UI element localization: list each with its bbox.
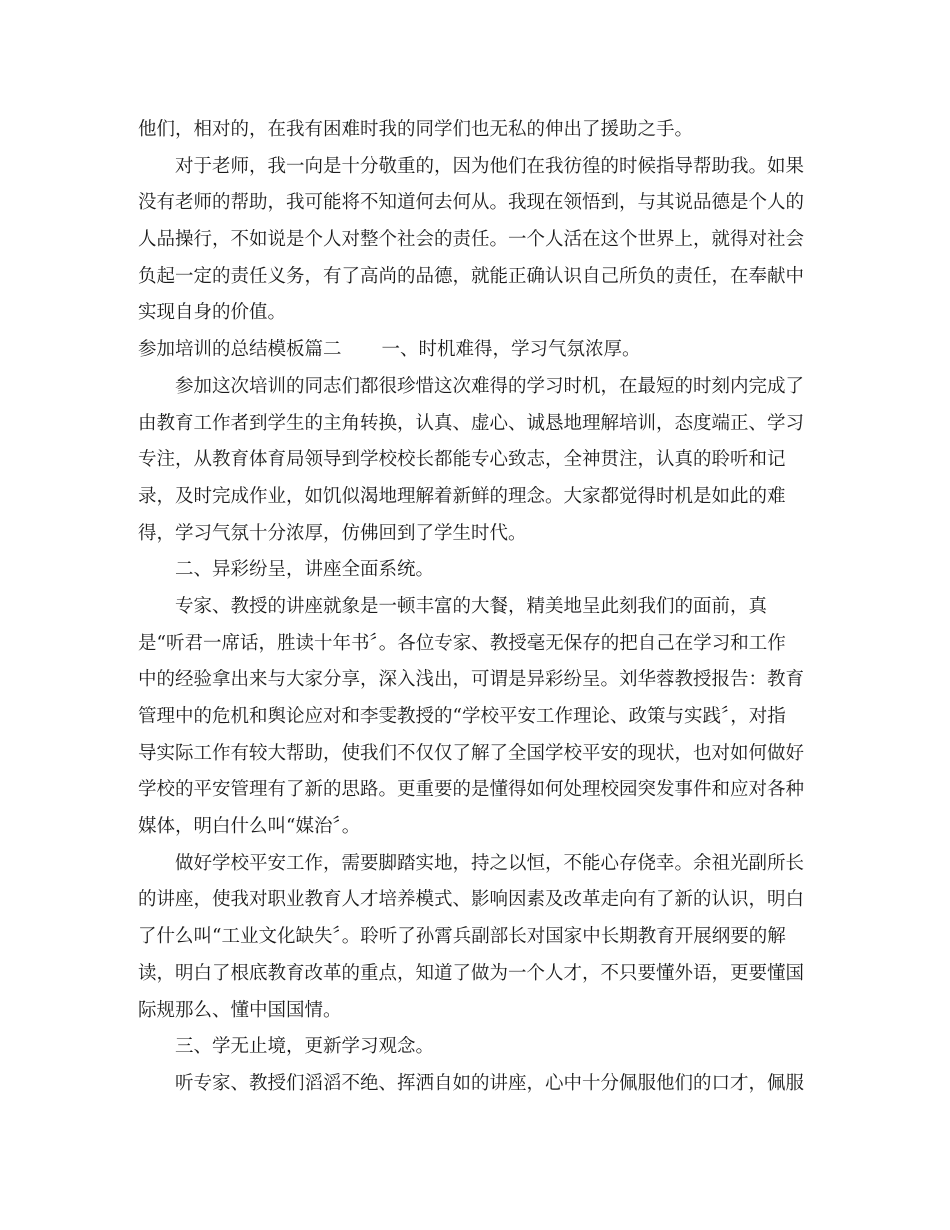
text-line: 的讲座，使我对职业教育人才培养模式、影响因素及改革走向有了新的认识，明白 <box>138 889 805 911</box>
text-line: 学校的平安管理有了新的思路。更重要的是懂得如何处理校园突发事件和应对各种 <box>138 779 805 801</box>
text-line: 导实际工作有较大帮助，使我们不仅仅了解了全国学校平安的现状，也对如何做好 <box>138 742 805 764</box>
text-line: 录，及时完成作业，如饥似渴地理解着新鲜的理念。大家都觉得时机是如此的难 <box>138 485 786 507</box>
section-heading: 一、时机难得，学习气氛浓厚。 <box>381 339 641 361</box>
section-heading-line <box>138 332 814 369</box>
text-line: 了什么叫“工业文化缺失〞。聆听了孙霄兵副部长对国家中长期教育开展纲要的解 <box>138 926 786 948</box>
text-line: 对于老师，我一向是十分敬重的，因为他们在我彷徨的时候指导帮助我。如果 <box>175 155 805 177</box>
text-line: 专家、教授的讲座就象是一顿丰富的大餐，精美地呈此刻我们的面前，真 <box>175 595 768 617</box>
text-line: 中的经验拿出来与大家分享，深入浅出，可谓是异彩纷呈。刘华蓉教授报告：教育 <box>138 669 805 691</box>
text-line: 没有老师的帮助，我可能将不知道何去何从。我现在领悟到，与其说品德是个人的 <box>138 192 805 214</box>
text-line: 读，明白了根底教育改革的重点，知道了做为一个人才，不只要懂外语，更要懂国 <box>138 962 805 984</box>
document-body <box>138 112 814 1103</box>
text-line: 管理中的危机和舆论应对和李雯教授的“学校平安工作理论、政策与实践〞，对指 <box>138 706 786 727</box>
article-title: 参加培训的总结模板篇二 <box>138 339 342 361</box>
text-line: 是“听君一席话，胜读十年书〞。各位专家、教授毫无保存的把自己在学习和工作 <box>138 632 786 654</box>
text-line: 际规那么、懂中国国情。 <box>138 999 342 1021</box>
text-line: 由教育工作者到学生的主角转换，认真、虚心、诚恳地理解培训，态度端正、学习 <box>138 412 805 434</box>
text-line: 做好学校平安工作，需要脚踏实地，持之以恒，不能心存侥幸。余祖光副所长 <box>175 852 805 874</box>
text-line: 专注，从教育体育局领导到学校校长都能专心致志，全神贯注，认真的聆听和记 <box>138 449 786 471</box>
text-line: 他们，相对的，在我有困难时我的同学们也无私的伸出了援助之手。 <box>138 119 694 140</box>
text-line: 听专家、教授们滔滔不绝、挥洒自如的讲座，心中十分佩服他们的口才，佩服 <box>175 1072 805 1094</box>
text-line: 得，学习气氛十分浓厚，仿佛回到了学生时代。 <box>138 522 527 544</box>
text-line: 参加这次培训的同志们都很珍惜这次难得的学习时机，在最短的时刻内完成了 <box>175 375 805 397</box>
text-line: 媒体，明白什么叫“媒治〞。 <box>138 816 361 838</box>
text-line: 人品操行，不如说是个人对整个社会的责任。一个人活在这个世界上，就得对社会 <box>138 229 805 251</box>
text-line: 负起一定的责任义务，有了高尚的品德，就能正确认识自己所负的责任，在奉献中 <box>138 265 805 287</box>
section-heading: 二、异彩纷呈，讲座全面系统。 <box>175 559 435 581</box>
section-heading: 三、学无止境，更新学习观念。 <box>175 1036 435 1058</box>
text-line: 实现自身的价值。 <box>138 302 287 324</box>
